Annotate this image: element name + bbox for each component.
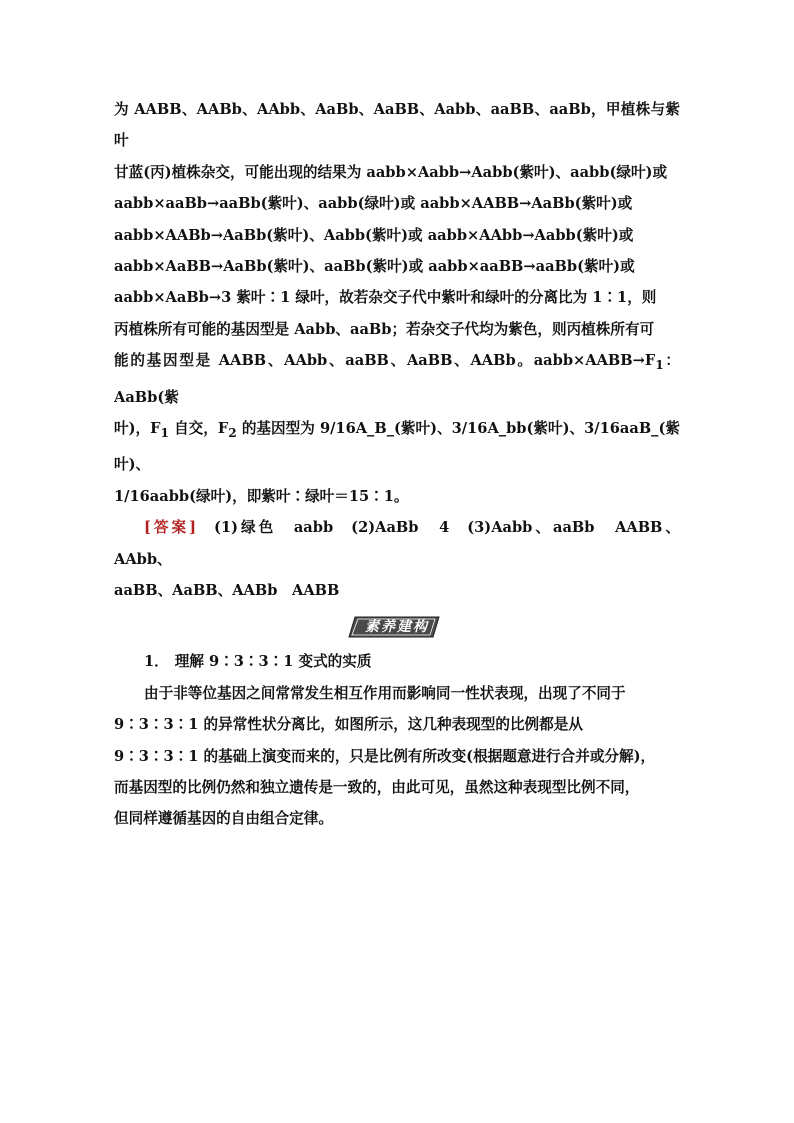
- section-banner-label: 素养建构: [365, 618, 429, 635]
- document-content: [114, 94, 680, 835]
- explanation-line: aabb×AaBb→3 紫叶∶1 绿叶，故若杂交子代中紫叶和绿叶的分离比为 1∶1，则: [114, 289, 657, 307]
- text-run: ：AaBb(紫: [114, 352, 680, 406]
- section-heading-number: 1．: [144, 653, 169, 671]
- answer-part: (2)AaBb 4: [351, 519, 450, 537]
- text-run: 的基因型为 9/16A_B_(紫叶)、3/16A_bb(紫叶)、3/16aaB_(紫叶)、: [114, 419, 680, 474]
- answer-part: (1)绿色 aabb: [214, 519, 334, 537]
- text-run: 叶)，F: [114, 419, 161, 437]
- section-banner-wrap: [114, 612, 680, 642]
- explanation-line: aabb×AaBB→AaBb(紫叶)、aaBb(紫叶)或 aabb×aaBB→aaBb(紫叶)或: [114, 258, 635, 276]
- text-run: 能的基因型是 AABB、AAbb、aaBB、AaBB、AABb。aabb×AABB→F: [114, 352, 656, 370]
- explanation-line: 为 AABB、AABb、AAbb、AaBb、AaBB、Aabb、aaBB、aaBb，甲植株与紫叶: [114, 101, 680, 150]
- section-paragraph-line: 而基因型的比例仍然和独立遗传是一致的，由此可见，虽然这种表现型比例不同，: [114, 778, 640, 796]
- text-run: 自交，F: [168, 419, 229, 437]
- answer-line-continued: aaBB、AaBB、AABb AABB: [114, 581, 340, 599]
- explanation-line: [114, 413, 680, 481]
- section-paragraph-line: 9∶3∶3∶1 的异常性状分离比，如图所示，这几种表现型的比例都是从: [114, 716, 583, 734]
- explanation-line: 1/16aabb(绿叶)，即紫叶∶绿叶＝15∶1。: [114, 487, 409, 505]
- explanation-line: 丙植株所有可能的基因型是 Aabb、aaBb；若杂交子代均为紫色，则丙植株所有可: [114, 320, 655, 338]
- section-paragraph-line: 但同样遵循基因的自由组合定律。: [114, 810, 333, 828]
- answer-part: (3)Aabb、aaBb AABB、AAbb、: [114, 519, 681, 568]
- explanation-line: 甘蓝(丙)植株杂交，可能出现的结果为 aabb×Aabb→Aabb(紫叶)、aabb(绿叶)或: [114, 163, 668, 181]
- section-paragraph-line: 9∶3∶3∶1 的基础上演变而来的，只是比例有所改变(根据题意进行合并或分解)，: [114, 747, 656, 765]
- section-paragraph-line: 由于非等位基因之间常常发生相互作用而影响同一性状表现，出现了不同于: [144, 684, 626, 702]
- subscript: 1: [655, 358, 664, 373]
- section-heading-text: 理解 9∶3∶3∶1 变式的实质: [174, 653, 372, 671]
- section-banner: [347, 615, 447, 639]
- answer-line: [114, 512, 680, 575]
- explanation-line: aabb×aaBb→aaBb(紫叶)、aabb(绿叶)或 aabb×AABB→AaBb(紫叶)或: [114, 195, 633, 213]
- subscript: 2: [228, 425, 237, 440]
- explanation-line: aabb×AABb→AaBb(紫叶)、Aabb(紫叶)或 aabb×AAbb→Aabb(紫叶)或: [114, 226, 634, 244]
- answer-tag: [答案]: [144, 519, 197, 537]
- section-heading: [114, 646, 680, 677]
- subscript: 1: [160, 425, 169, 440]
- explanation-line: [114, 345, 680, 413]
